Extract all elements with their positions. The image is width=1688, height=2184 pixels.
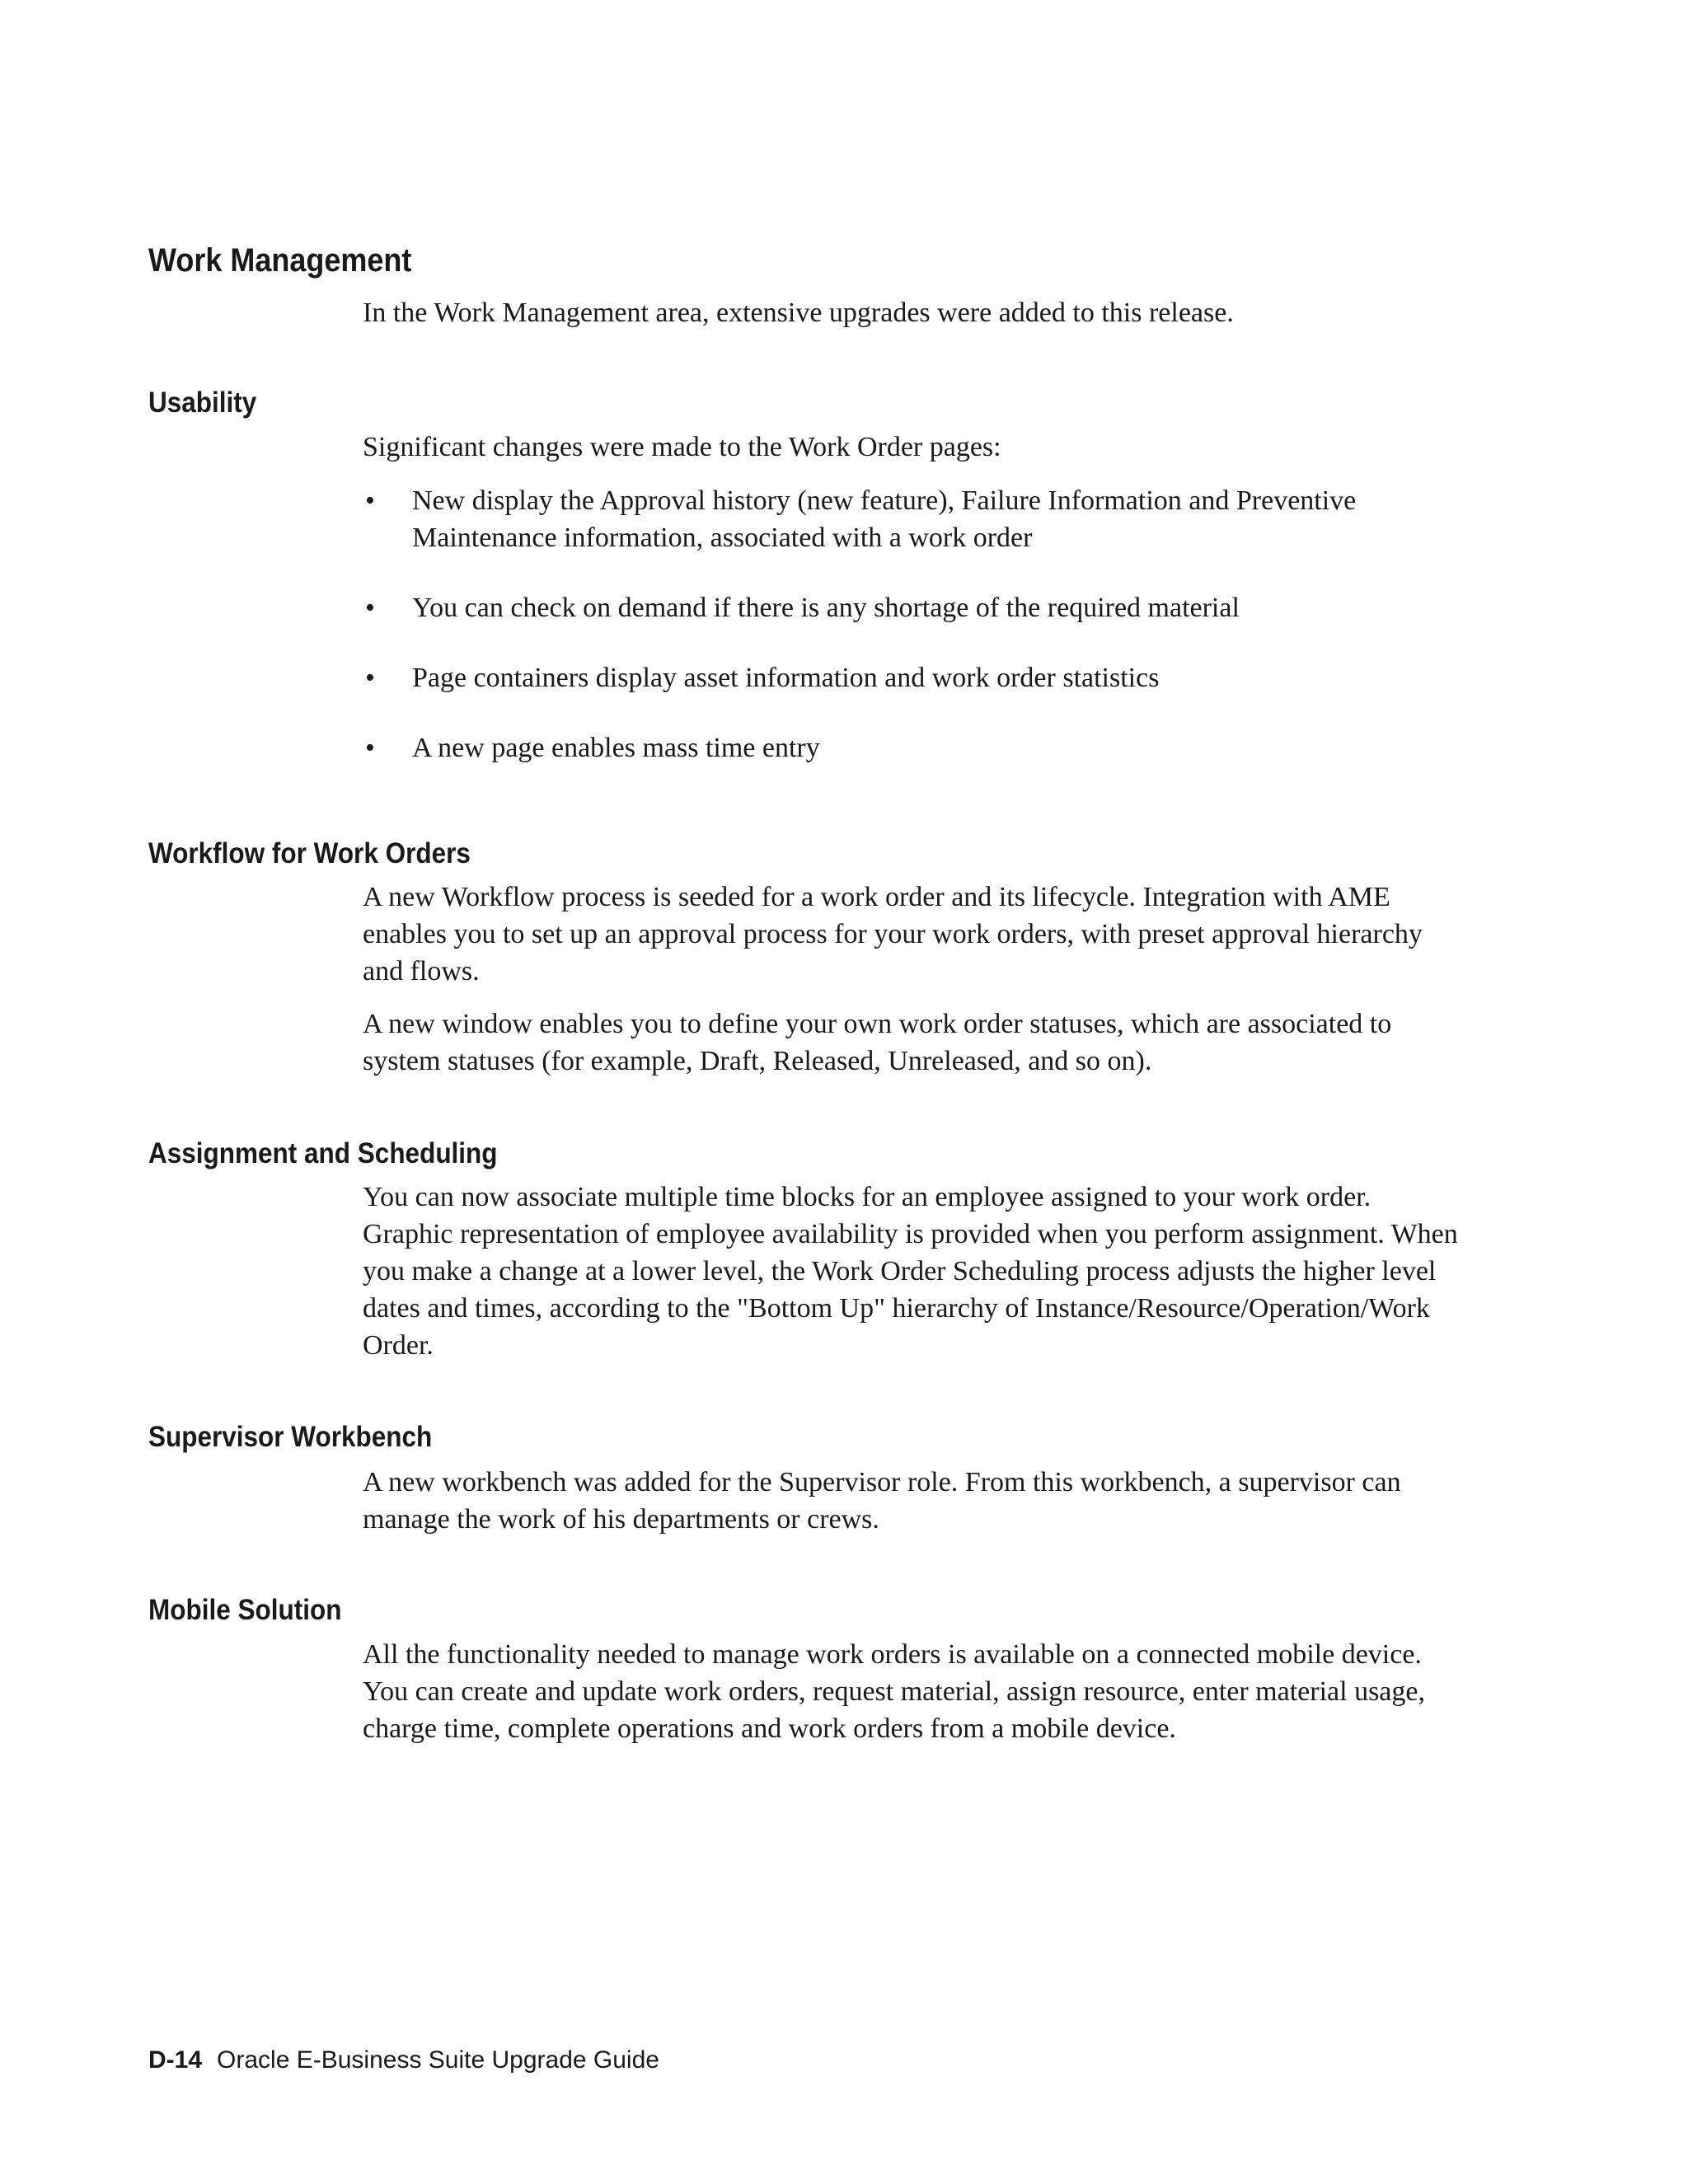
heading-work-management: Work Management xyxy=(148,242,412,279)
usability-bullet-list xyxy=(363,482,1459,799)
heading-usability: Usability xyxy=(148,387,257,419)
bullet-icon: • xyxy=(365,593,375,623)
bullet-icon: • xyxy=(365,485,375,516)
page-footer xyxy=(148,2044,659,2077)
paragraph-usability-intro: Significant changes were made to the Work Order pages: xyxy=(363,432,1001,462)
paragraph-workflow-2: A new window enables you to define your own work order statuses, which are associated to system statuses (for example, Draft, Released, Unreleased, and so on). xyxy=(363,1009,1392,1076)
paragraph-work-management: In the Work Management area, extensive upgrades were added to this release. xyxy=(363,298,1234,328)
paragraph-supervisor: A new workbench was added for the Supervisor role. From this workbench, a supervisor can manage the work of his departments or crews. xyxy=(363,1467,1401,1535)
heading-workflow: Workflow for Work Orders xyxy=(148,837,471,869)
paragraph-workflow-1: A new Workflow process is seeded for a work order and its lifecycle. Integration with AME enables you to set up an approval process for your work orders, with preset approval hierarchy and flows. xyxy=(363,882,1423,987)
paragraph-mobile: All the functionality needed to manage work orders is available on a connected mobile device. You can create and update work orders, request material, assign resource, enter material usage, charge time, complete operations and work orders from a mobile device. xyxy=(363,1639,1425,1744)
list-item: • You can check on demand if there is any shortage of the required material xyxy=(363,589,1459,626)
list-item: • Page containers display asset information and work order statistics xyxy=(363,659,1459,696)
list-item: • A new page enables mass time entry xyxy=(363,729,1459,766)
paragraph-assignment: You can now associate multiple time blocks for an employee assigned to your work order. Graphic representation of employee availability is provided when you perform assignment. When you make a change at a lower level, the Work Order Scheduling process adjusts the higher level dates and times, according to the "Bottom Up" hierarchy of Instance/Resource/Operation/Work Order. xyxy=(363,1182,1458,1361)
page-number: D-14 xyxy=(148,2046,203,2074)
book-title: Oracle E-Business Suite Upgrade Guide xyxy=(217,2046,659,2074)
list-item: • New display the Approval history (new feature), Failure Information and Preventive Maintenance information, associated with a work order xyxy=(363,482,1459,556)
bullet-icon: • xyxy=(365,733,375,763)
heading-assignment: Assignment and Scheduling xyxy=(148,1137,498,1169)
bullet-icon: • xyxy=(365,663,375,693)
heading-mobile: Mobile Solution xyxy=(148,1594,342,1626)
heading-supervisor: Supervisor Workbench xyxy=(148,1421,433,1453)
